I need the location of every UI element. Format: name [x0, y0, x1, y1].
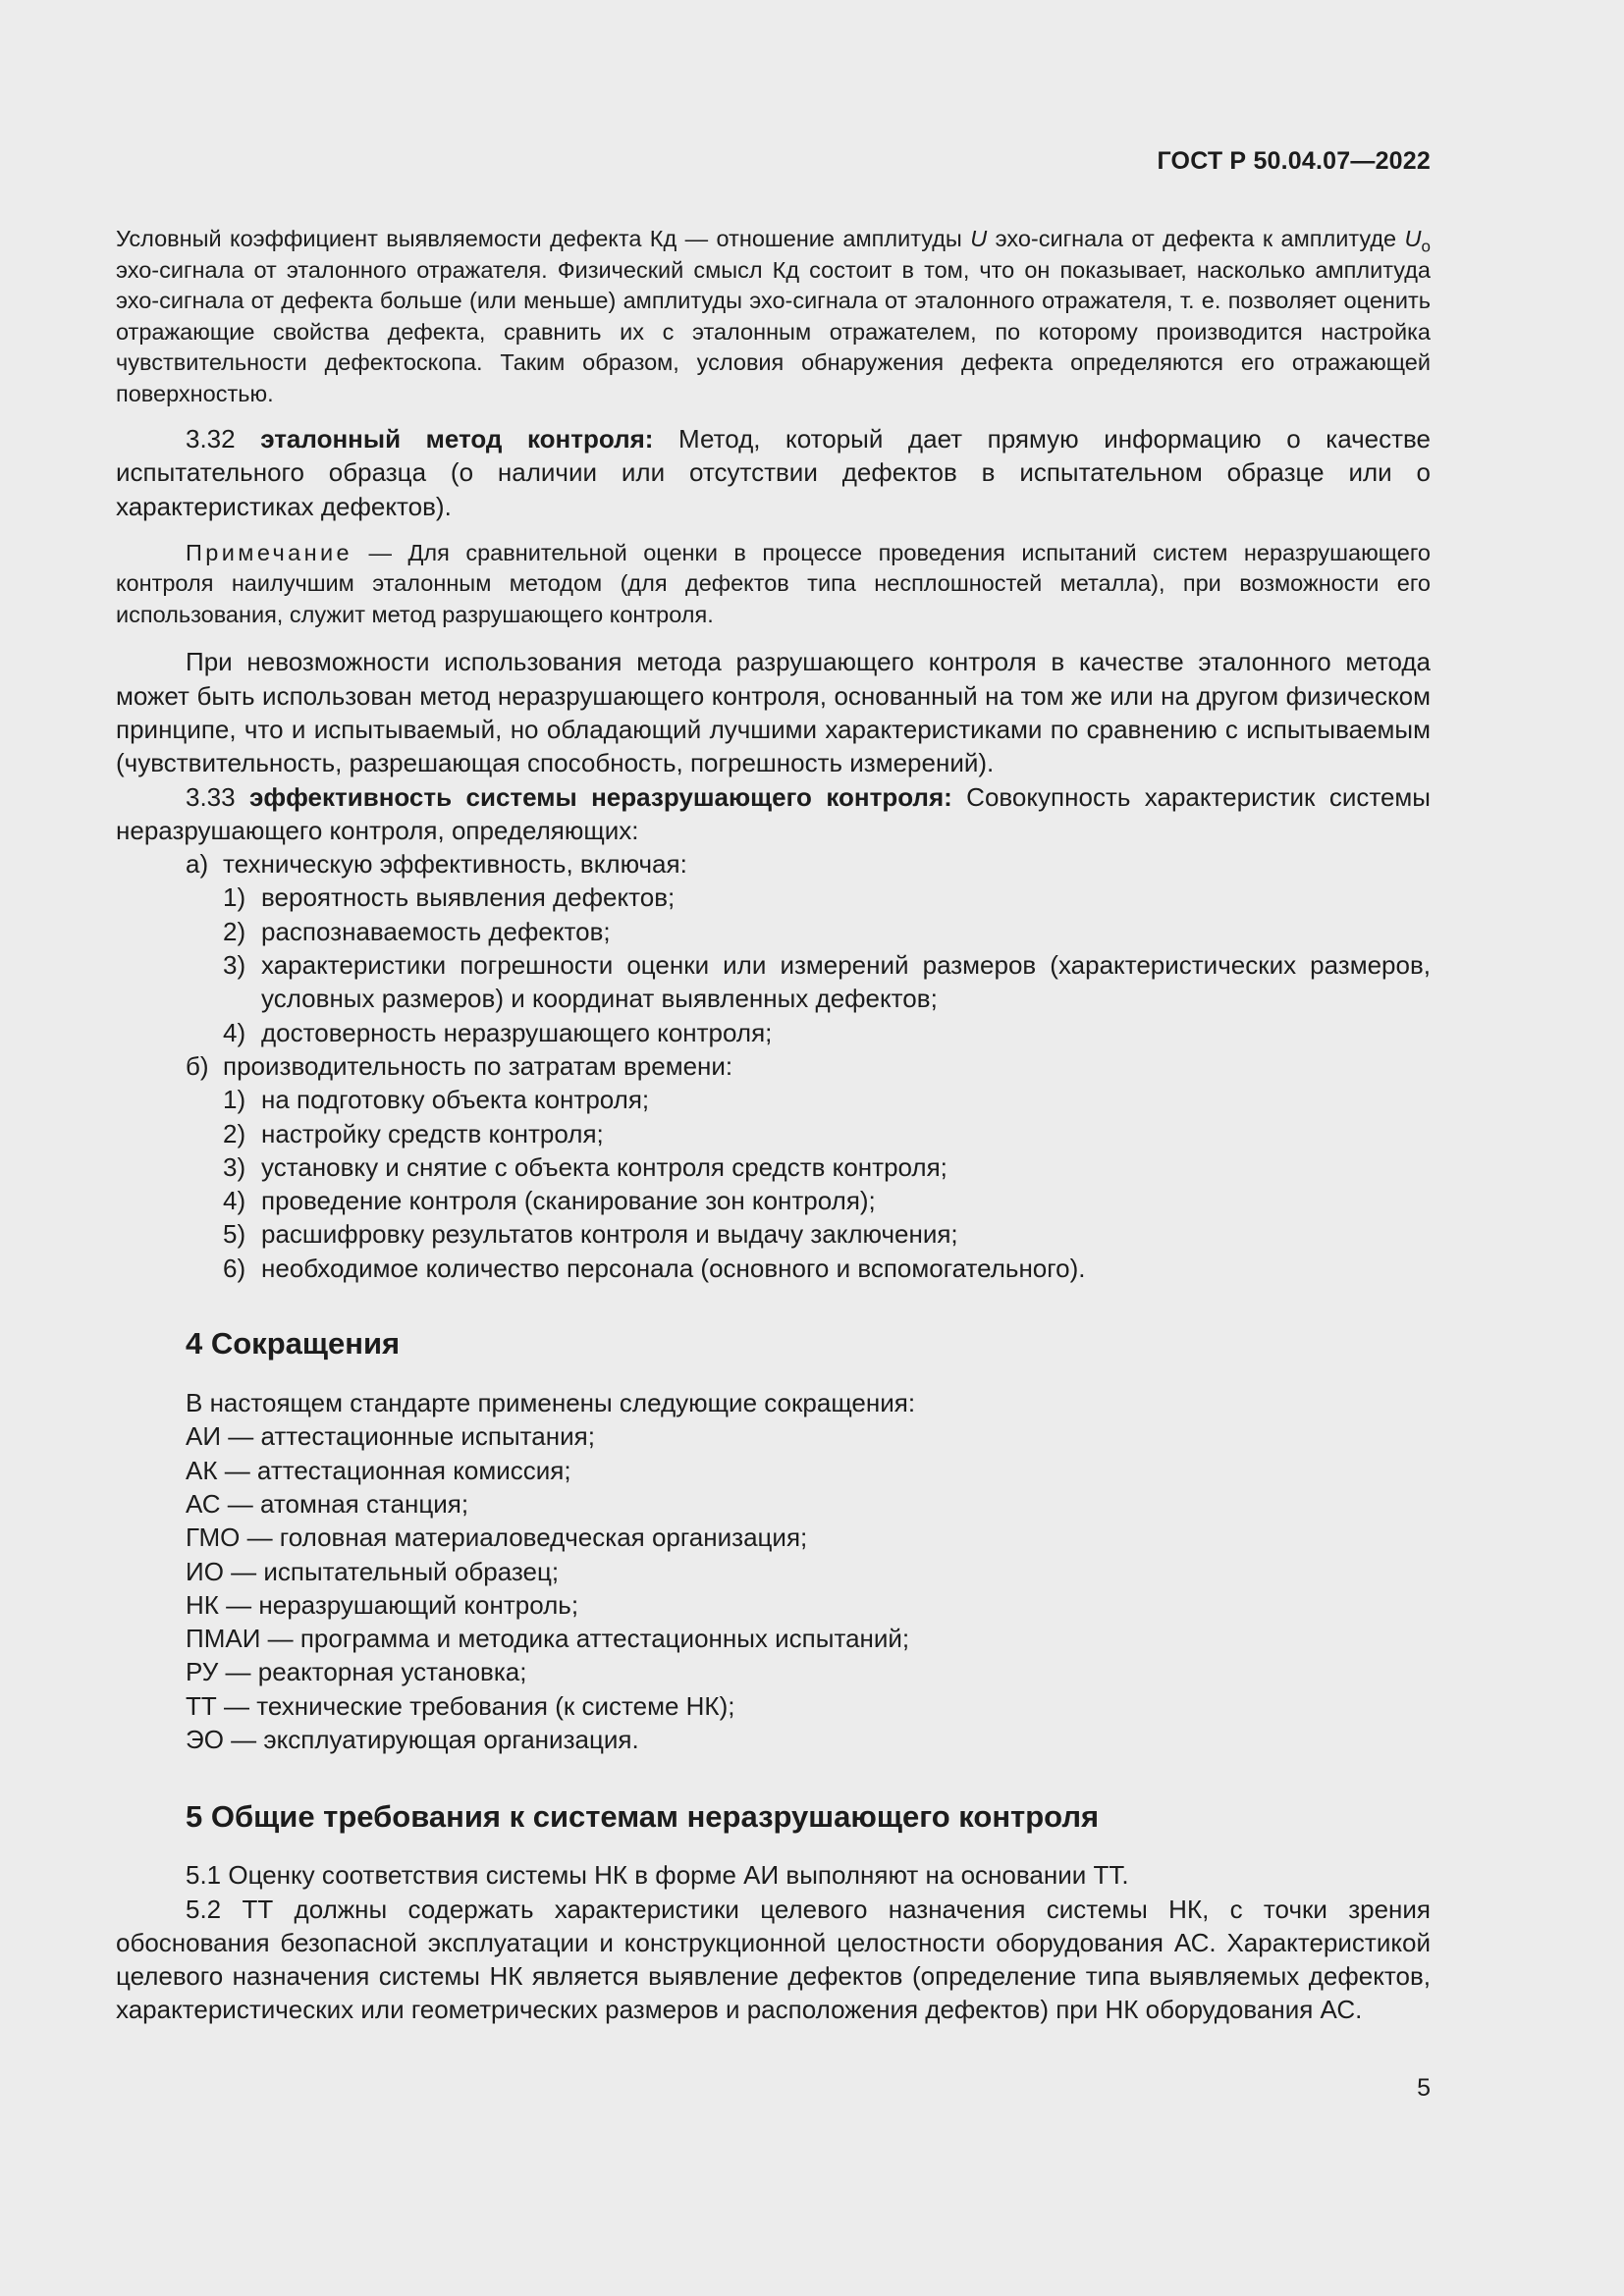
list-text: характеристики погрешности оценки или измерений размеров (характеристических размеров, условных размеров) и координат выявленных дефектов;	[261, 950, 1431, 1014]
list-marker: 1)	[223, 1085, 246, 1115]
note-label: Примечание	[186, 539, 353, 565]
note-text: — Для сравнительной оценки в процессе проведения испытаний систем неразрушающего контроля наилучшим эталонным методом (для дефектов типа несплошностей металла), при возможности его использования, служит метод разрушающего контроля.	[116, 539, 1431, 627]
list-marker: 6)	[223, 1253, 246, 1283]
list-marker: 3)	[223, 1151, 246, 1182]
clause-text: Совокупность характеристик системы неразрушающего контроля, определяющих:	[116, 781, 1431, 845]
section-5-heading: 5 Общие требования к системам неразрушающего контроля	[186, 1799, 1100, 1835]
clause-term: эффективность системы неразрушающего контроля:	[249, 781, 952, 812]
list-marker: 1)	[223, 882, 246, 913]
list-marker: б)	[186, 1050, 209, 1081]
list-item	[116, 1184, 1431, 1217]
list-text: настройку средств контроля;	[261, 1118, 604, 1148]
list-item	[116, 1252, 1431, 1285]
list-text: достоверность неразрушающего контроля;	[261, 1017, 773, 1047]
list-marker: 4)	[223, 1186, 246, 1216]
clause-5-1: 5.1 Оценку соответствия системы НК в форме АИ выполняют на основании ТТ.	[186, 1860, 1129, 1891]
list-item	[116, 1016, 1431, 1049]
abbreviation-item: ГМО — головная материаловедческая организация;	[186, 1522, 808, 1553]
intro-text-1: Условный коэффициент выявляемости дефекта Кд — отношение амплитуды	[116, 226, 971, 251]
list-text: вероятность выявления дефектов;	[261, 882, 676, 913]
list-item	[116, 915, 1431, 948]
list-item	[116, 1217, 1431, 1251]
abbreviations-block	[116, 1386, 1431, 1756]
list-text: распознаваемость дефектов;	[261, 916, 611, 946]
list-item	[116, 1117, 1431, 1150]
intro-paragraph	[116, 224, 1431, 409]
subscript-o: о	[1421, 237, 1431, 256]
efficiency-list	[116, 847, 1431, 1285]
list-text: производительность по затратам времени:	[223, 1050, 733, 1081]
abbreviations-intro: В настоящем стандарте применены следующие сокращения:	[186, 1388, 916, 1418]
abbreviation-item: АИ — аттестационные испытания;	[186, 1421, 595, 1452]
list-marker: 2)	[223, 916, 246, 946]
list-text: техническую эффективность, включая:	[223, 849, 687, 880]
abbreviation-item: ЭО — эксплуатирующая организация.	[186, 1725, 639, 1754]
clause-3-32	[116, 422, 1431, 523]
abbreviation-item: АК — аттестационная комиссия;	[186, 1455, 571, 1485]
abbreviation-item: ТТ — технические требования (к системе НК);	[186, 1690, 735, 1721]
list-text: проведение контроля (сканирование зон контроля);	[261, 1186, 876, 1216]
list-marker: 5)	[223, 1219, 246, 1250]
list-item	[116, 948, 1431, 1016]
list-text: на подготовку объекта контроля;	[261, 1085, 650, 1115]
alternative-method-paragraph: При невозможности использования метода разрушающего контроля в качестве эталонного метода может быть использован метод неразрушающего контроля, основанный на том же или на другом физическом принципе, что и испытываемый, но обладающий лучшими характеристиками по сравнению с испытываемым (чувствительность, разрешающая способность, погрешность измерений).	[116, 647, 1431, 778]
list-marker: 2)	[223, 1118, 246, 1148]
document-code-header: ГОСТ Р 50.04.07—2022	[1157, 147, 1431, 175]
section-4-heading: 4 Сокращения	[186, 1326, 401, 1362]
list-item	[116, 1150, 1431, 1184]
list-item-a	[116, 847, 1431, 881]
list-item	[116, 881, 1431, 914]
clause-3-33	[116, 780, 1431, 848]
list-marker: 3)	[223, 950, 246, 981]
abbreviation-item: НК — неразрушающий контроль;	[186, 1589, 579, 1620]
abbreviation-item: ИО — испытательный образец;	[186, 1556, 560, 1586]
list-item	[116, 1083, 1431, 1116]
list-text: расшифровку результатов контроля и выдачу заключения;	[261, 1219, 958, 1250]
intro-text-2: эхо-сигнала от дефекта к амплитуде	[987, 226, 1405, 251]
clause-text: Метод, который дает прямую информацию о качестве испытательного образца (о наличии или отсутствии дефектов в испытательном образце или о характеристиках дефектов).	[116, 424, 1432, 521]
list-marker: 4)	[223, 1017, 246, 1047]
page-content	[116, 224, 1431, 2027]
clause-5-2: 5.2 ТТ должны содержать характеристики целевого назначения системы НК, с точки зрения обоснования безопасной эксплуатации и конструкционной целостности оборудования АС. Характеристикой целевого назначения системы НК является выявление дефектов (определение типа выявляемых дефектов, характеристических или геометрических размеров и расположения дефектов) при НК оборудования АС.	[116, 1894, 1431, 2025]
abbreviation-item: РУ — реакторная установка;	[186, 1657, 527, 1687]
abbreviation-item: ПМАИ — программа и методика аттестационных испытаний;	[186, 1624, 910, 1654]
abbreviation-item: АС — атомная станция;	[186, 1488, 469, 1519]
list-item-b	[116, 1049, 1431, 1083]
variable-u0: U	[1404, 226, 1422, 251]
clause-number: 3.32	[186, 424, 261, 454]
page-number: 5	[1417, 2074, 1431, 2102]
list-text: необходимое количество персонала (основного и вспомогательного).	[261, 1253, 1086, 1283]
variable-u: U	[970, 226, 988, 251]
intro-text-3: эхо-сигнала от эталонного отражателя. Физический смысл Кд состоит в том, что он показывает, насколько амплитуда эхо-сигнала от дефекта больше (или меньше) амплитуды эхо-сигнала от эталонного отражателя, т. е. позволяет оценить отражающие свойства дефекта, сравнить их с эталонным отражателем, по которому производится настройка чувствительности дефектоскопа. Таким образом, условия обнаружения дефекта определяются его отражающей поверхностью.	[116, 256, 1431, 406]
note-paragraph	[116, 538, 1431, 631]
list-marker: а)	[186, 849, 209, 880]
clause-term: эталонный метод контроля:	[260, 424, 654, 454]
clause-number: 3.33	[186, 781, 249, 812]
list-text: установку и снятие с объекта контроля средств контроля;	[261, 1151, 947, 1182]
